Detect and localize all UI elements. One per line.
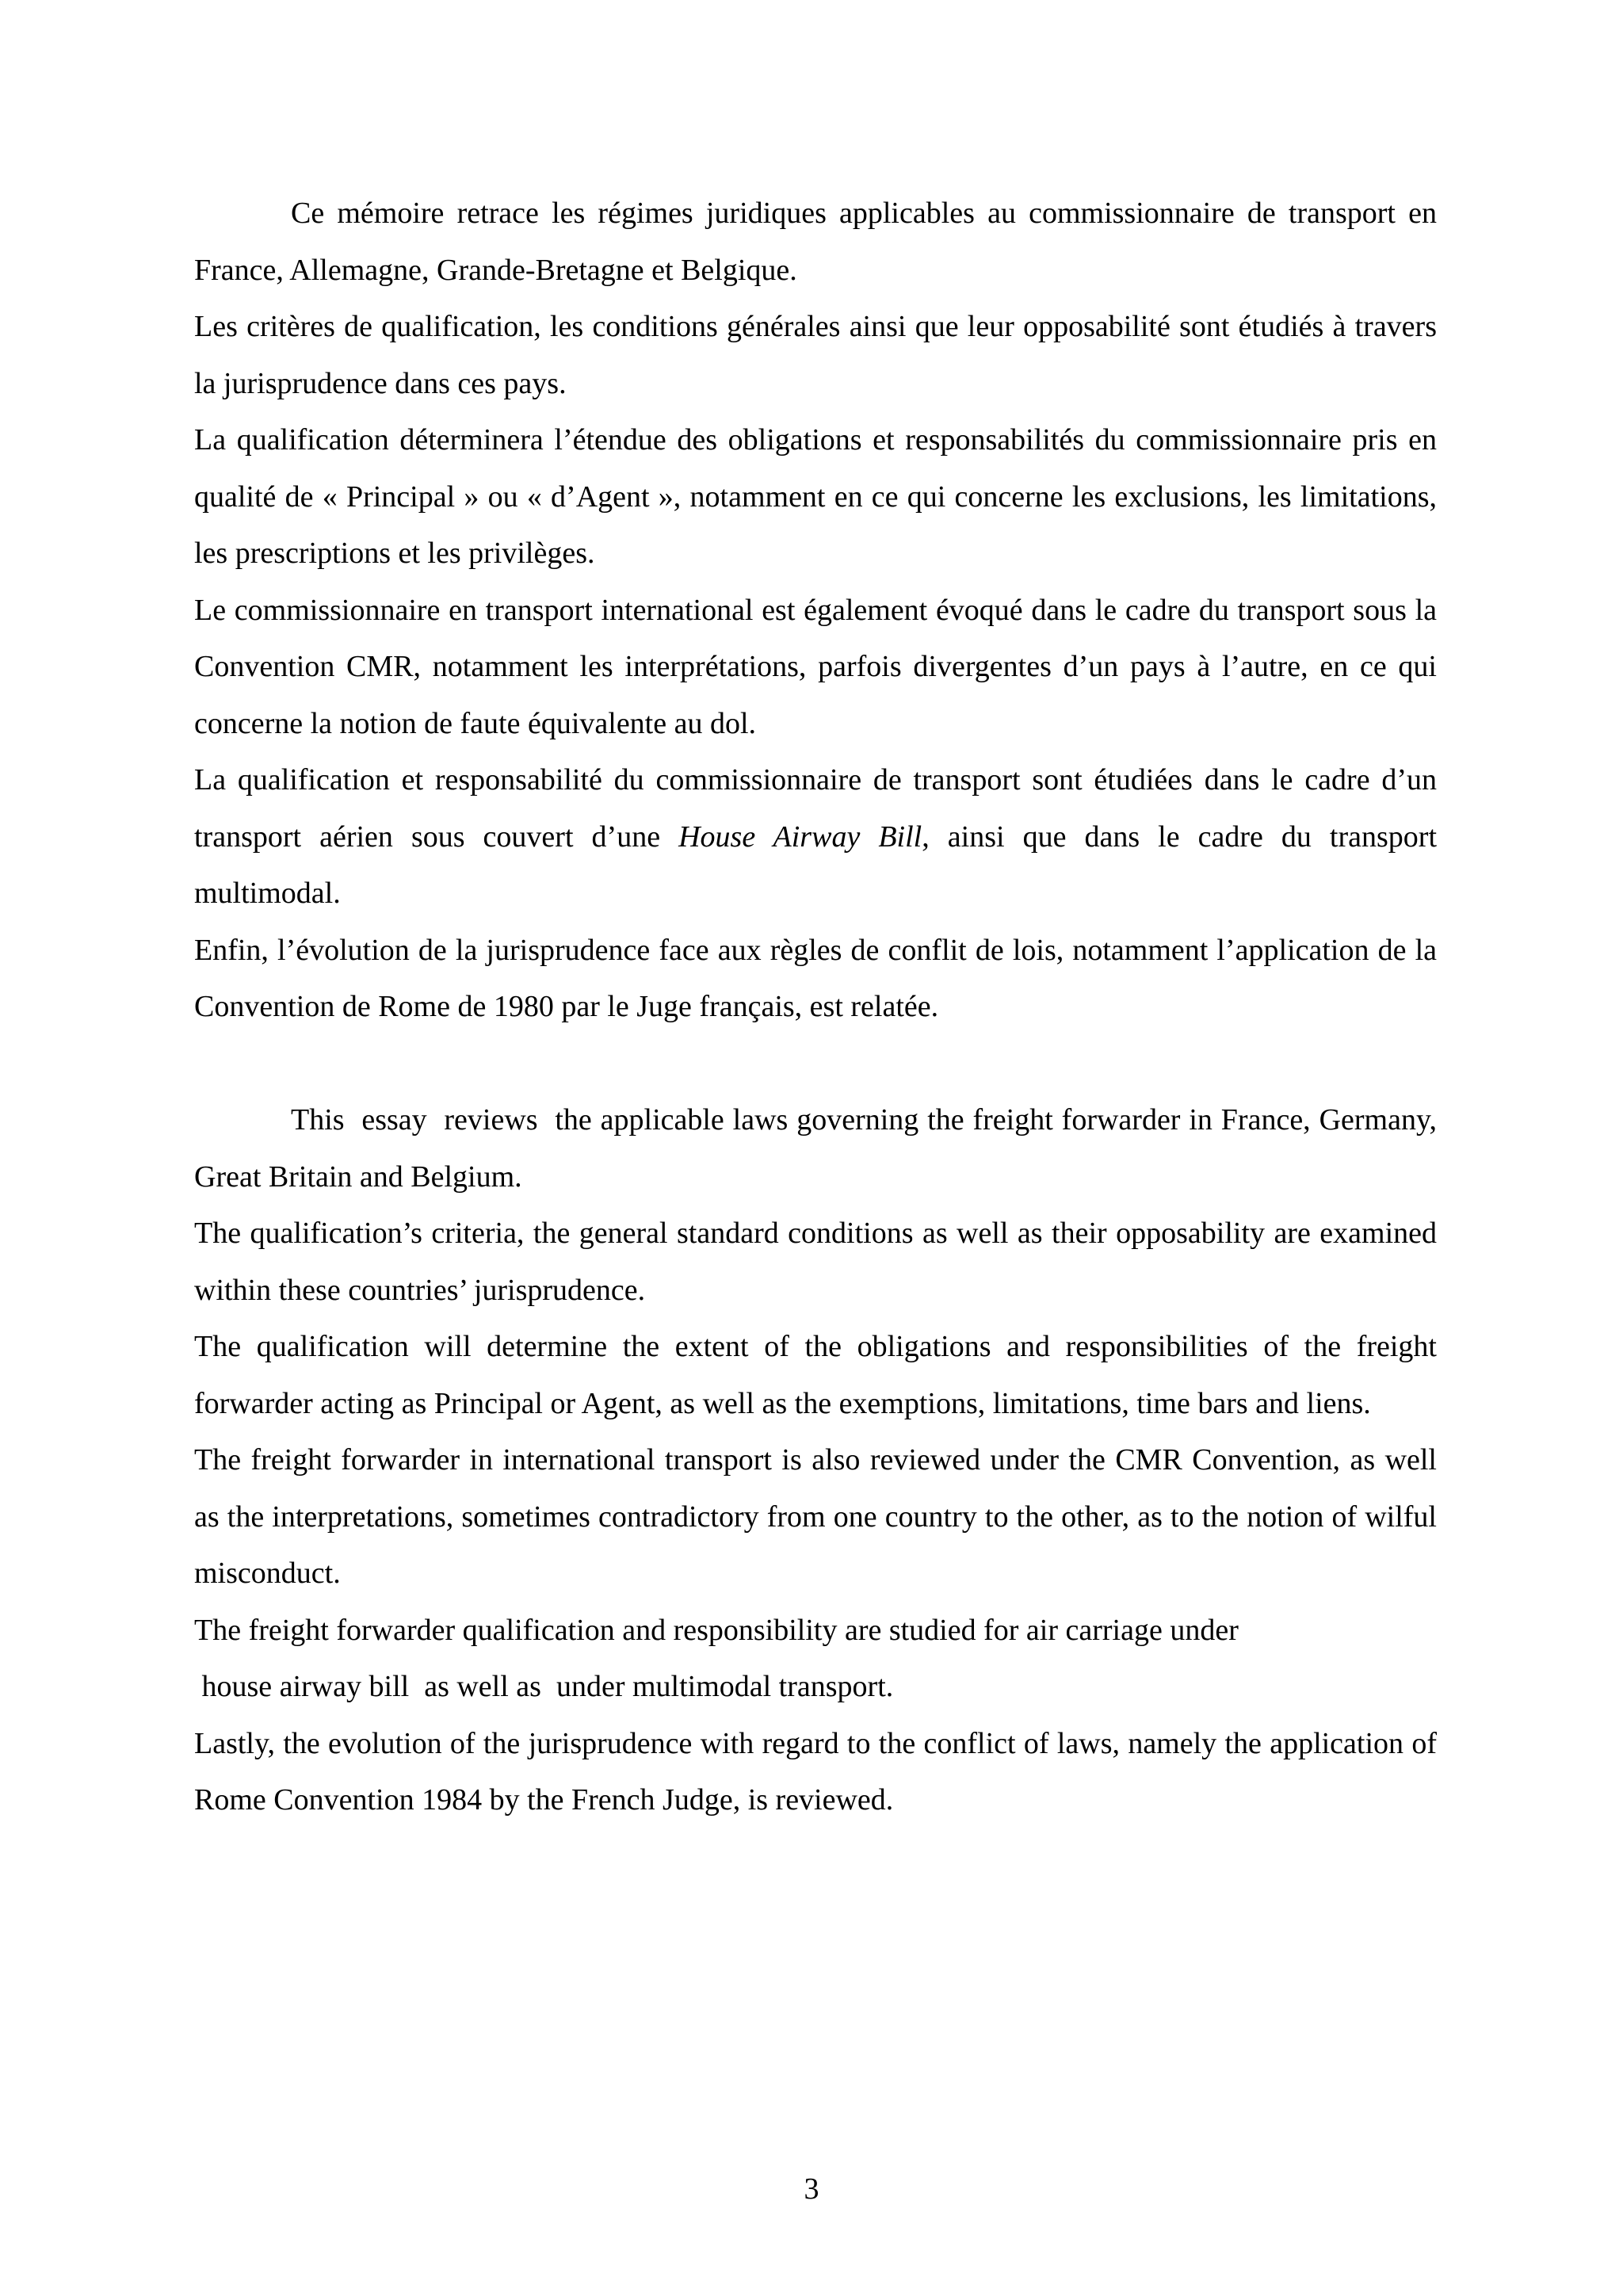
english-paragraph-2: The qualification’s criteria, the general standard conditions as well as their opposability are examined within these countries’ jurisprudence. (194, 1217, 1437, 1307)
french-paragraph-1: Ce mémoire retrace les régimes juridiques applicables au commissionnaire de transport en France, Allemagne, Grande-Bretagne et Belgique. (194, 197, 1437, 287)
english-paragraph-5-line-1: The freight forwarder qualification and responsibility are studied for air carriage under (194, 1613, 1239, 1647)
french-paragraph-5-italic-term: House Airway Bill (678, 819, 922, 854)
english-paragraph-5 (194, 1603, 1437, 1716)
french-paragraph-3: La qualification déterminera l’étendue des obligations et responsabilités du commissionnaire pris en qualité de « Principal » ou « d’Agent », notamment en ce qui concerne les exclusions, les limitations, les prescriptions et les privilèges. (194, 423, 1437, 570)
english-paragraph-4: The freight forwarder in international transport is also reviewed under the CMR Convention, as well as the interpretations, sometimes contradictory from one country to the other, as to the notion of wilful misconduct. (194, 1443, 1437, 1590)
french-paragraph-2: Les critères de qualification, les conditions générales ainsi que leur opposabilité sont étudiés à travers la jurisprudence dans ces pays. (194, 310, 1437, 400)
french-paragraph-5-text-end: , ainsi que dans le cadre du transport multimodal. (194, 819, 1437, 910)
page-number: 3 (804, 2172, 819, 2206)
english-paragraph-3: The qualification will determine the extent of the obligations and responsibilities of the freight forwarder acting as Principal or Agent, as well as the exemptions, limitations, time bars and liens. (194, 1330, 1437, 1420)
english-paragraph-5-line-2: house airway bill as well as under multimodal transport. (194, 1670, 894, 1703)
french-paragraph-4: Le commissionnaire en transport international est également évoqué dans le cadre du transport sous la Convention CMR, notamment les interprétations, parfois divergentes d’un pays à l’autre, en ce qui concerne la notion de faute équivalente au dol. (194, 593, 1437, 740)
french-paragraph-6: Enfin, l’évolution de la jurisprudence face aux règles de conflit de lois, notamment l’application de la Convention de Rome de 1980 par le Juge français, est relatée. (194, 933, 1437, 1023)
english-paragraph-1 (194, 1092, 1445, 1205)
french-paragraph-5 (194, 752, 1437, 923)
english-abstract (194, 1092, 1445, 1829)
french-abstract (194, 185, 1437, 1036)
english-paragraph-1-text: This essay reviews the applicable laws governing the freight forwarder in France, Germany, Great Britain and Belgium. (194, 1103, 1445, 1194)
french-paragraph-5-text-start: La qualification et responsabilité du commissionnaire de transport sont étudiées dans le cadre d’un transport aérien sous couvert d’une (194, 763, 1437, 854)
english-paragraph-6: Lastly, the evolution of the jurisprudence with regard to the conflict of laws, namely the application of Rome Convention 1984 by the French Judge, is reviewed. (194, 1726, 1437, 1817)
